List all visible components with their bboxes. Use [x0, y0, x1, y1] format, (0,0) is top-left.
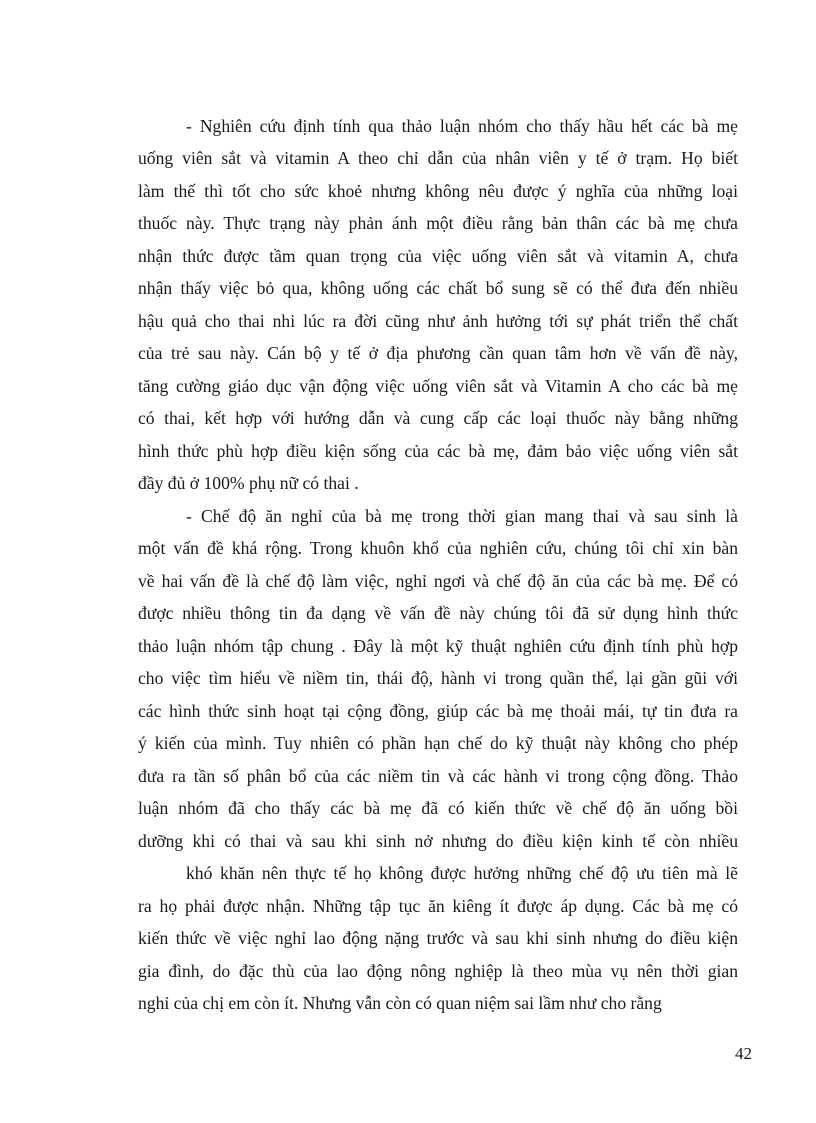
- paragraph-1-line-6: nhận thấy việc bỏ qua, không uống các chất bổ sung sẽ có thể đưa đến nhiều: [138, 278, 738, 298]
- paragraph-1-line-11: hình thức phù hợp điều kiện sống của các bà mẹ, đảm bảo việc uống viên sắt: [138, 441, 738, 461]
- paragraph-3-line-2: ra họ phải được nhận. Những tập tục ăn kiêng ít được áp dụng. Các bà mẹ có: [138, 896, 738, 916]
- paragraph-2-line-4: được nhiều thông tin đa dạng về vấn đề này chúng tôi đã sử dụng hình thức: [138, 603, 738, 623]
- paragraph-3-line-5: nghỉ của chị em còn ít. Nhưng vẫn còn có quan niệm sai lầm như cho rằng: [138, 993, 662, 1013]
- paragraph-2-line-8: ý kiến của mình. Tuy nhiên có phần hạn chế do kỹ thuật này không cho phép: [138, 733, 738, 753]
- paragraph-1-line-8: của trẻ sau này. Cán bộ y tế ở địa phương cần quan tâm hơn về vấn đề này,: [138, 343, 738, 363]
- paragraph-2-line-6: cho việc tìm hiểu về niềm tin, thái độ, hành vi trong quần thể, lại gần gũi với: [138, 668, 738, 688]
- paragraph-1-line-3: làm thế thì tốt cho sức khoẻ nhưng không nêu được ý nghĩa của những loại: [138, 181, 738, 201]
- paragraph-1-line-5: nhận thức được tầm quan trọng của việc uống viên sắt và vitamin A, chưa: [138, 246, 738, 266]
- paragraph-1-line-9: tăng cường giáo dục vận động việc uống viên sắt và Vitamin A cho các bà mẹ: [138, 376, 738, 396]
- paragraph-3-line-4: gia đình, do đặc thù của lao động nông nghiệp là theo mùa vụ nên thời gian: [138, 961, 738, 981]
- paragraph-2-line-2: một vấn đề khá rộng. Trong khuôn khổ của nghiên cứu, chúng tôi chỉ xin bàn: [138, 538, 738, 558]
- page-number: 42: [735, 1044, 752, 1063]
- paragraph-1-line-4: thuốc này. Thực trạng này phản ánh một điều rằng bản thân các bà mẹ chưa: [138, 213, 738, 233]
- paragraph-2-line-7: các hình thức sinh hoạt tại cộng đồng, giúp các bà mẹ thoải mái, tự tin đưa ra: [138, 701, 738, 721]
- paragraph-2-line-3: về hai vấn đề là chế độ làm việc, nghỉ ngơi và chế độ ăn của các bà mẹ. Để có: [138, 571, 738, 591]
- paragraph-2-line-11: dưỡng khi có thai và sau khi sinh nở nhưng do điều kiện kinh tế còn nhiều: [138, 831, 738, 851]
- paragraph-1-line-12: đầy đủ ở 100% phụ nữ có thai .: [138, 473, 359, 493]
- paragraph-2-line-1: - Chế độ ăn nghỉ của bà mẹ trong thời gian mang thai và sau sinh là: [186, 506, 738, 526]
- paragraph-2-line-10: luận nhóm đã cho thấy các bà mẹ đã có kiến thức về chế độ ăn uống bồi: [138, 798, 738, 818]
- paragraph-3-line-1: khó khăn nên thực tế họ không được hưởng những chế độ ưu tiên mà lẽ: [186, 863, 738, 883]
- paragraph-1-line-2: uống viên sắt và vitamin A theo chỉ dẫn của nhân viên y tế ở trạm. Họ biết: [138, 148, 738, 168]
- paragraph-2-line-9: đưa ra tần số phân bổ của các niềm tin và các hành vi trong cộng đồng. Thảo: [138, 766, 738, 786]
- paragraph-1-line-10: có thai, kết hợp với hướng dẫn và cung cấp các loại thuốc này bằng những: [138, 408, 738, 428]
- paragraph-2-line-5: thảo luận nhóm tập chung . Đây là một kỹ thuật nghiên cứu định tính phù hợp: [138, 636, 738, 656]
- paragraph-1-line-7: hậu quả cho thai nhi lúc ra đời cũng như ảnh hưởng tới sự phát triển thể chất: [138, 311, 738, 331]
- paragraph-3-line-3: kiến thức về việc nghỉ lao động nặng trước và sau khi sinh nhưng do điều kiện: [138, 928, 738, 948]
- paragraph-1-line-1: - Nghiên cứu định tính qua thảo luận nhóm cho thấy hầu hết các bà mẹ: [186, 116, 738, 136]
